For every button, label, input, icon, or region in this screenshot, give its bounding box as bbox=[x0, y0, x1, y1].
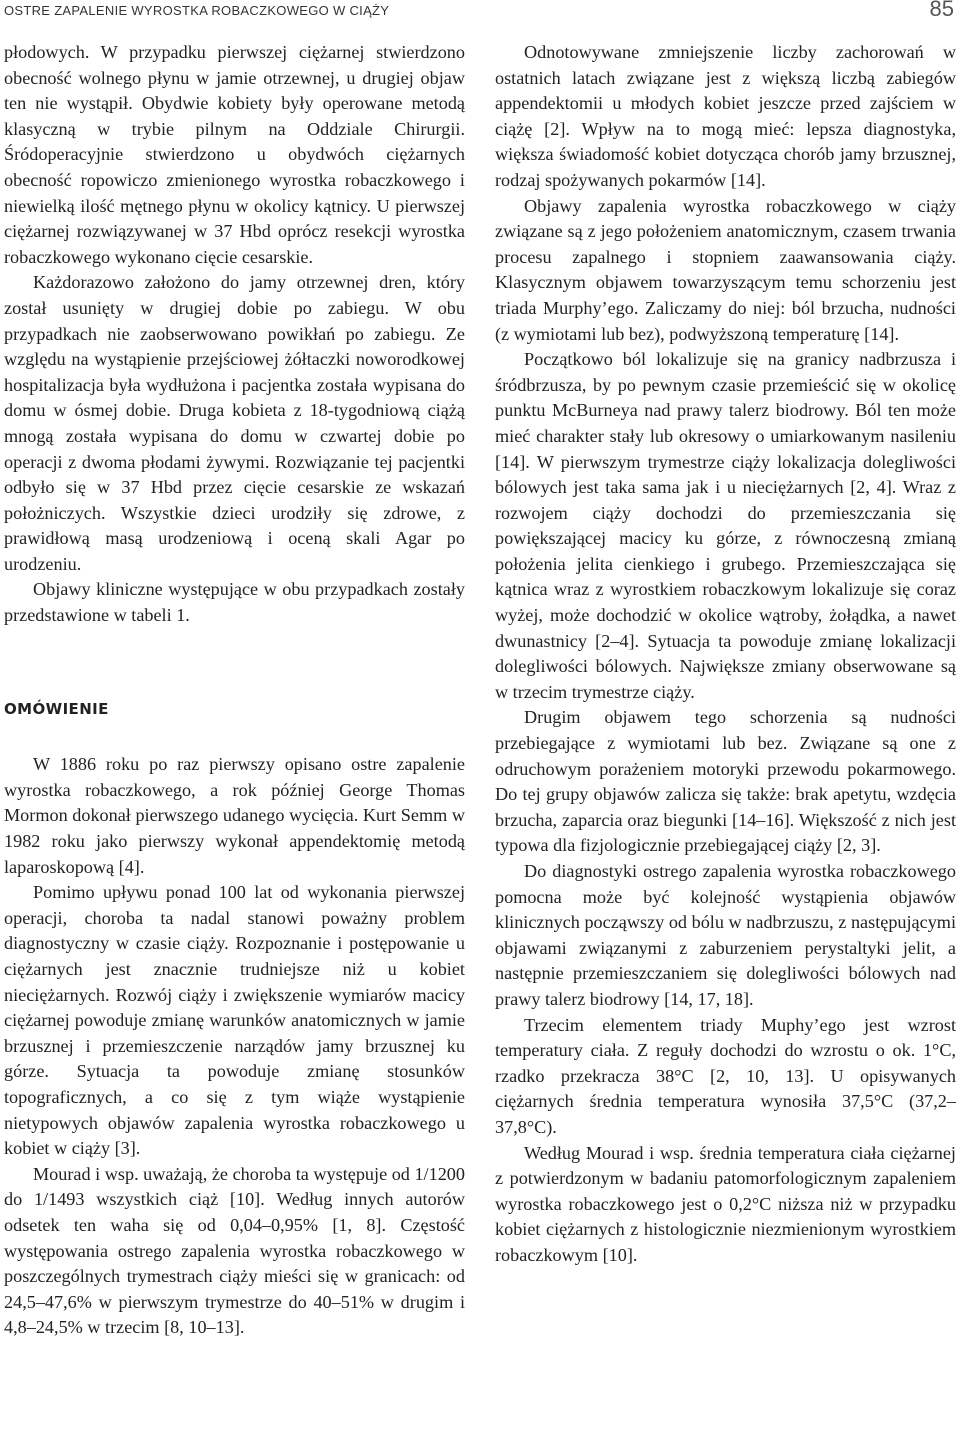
paragraph: Drugim objawem tego schorzenia są nudności przebiegające z wymiotami lub bez. Związane są one z odruchowym porażeniem motoryki przewodu pokarmowego. Do tej grupy objawów zalicza się także: brak apetytu, wzdęcia brzucha, zaparcia oraz biegunki [14–16]. Większość z nich jest typowa dla fizjologicznie przebiegającej ciąży [2, 3]. bbox=[495, 707, 956, 856]
page-number: 85 bbox=[929, 0, 954, 21]
paragraph: Trzecim elementem triady Muphy’ego jest wzrost temperatury ciała. Z reguły dochodzi do wzrostu o ok. 1°C, rzadko przekracza 38°C [2, 10, 13]. U opisywanych ciężarnych średnia temperatura wynosiła 37,5°C (37,2–37,8°C). bbox=[495, 1014, 956, 1137]
paragraph: Pomimo upływu ponad 100 lat od wykonania pierwszej operacji, choroba ta nadal stanowi poważny problem diagnostyczny w czasie ciąży. Rozpoznanie i postępowanie u ciężarnych jest znacznie trudniejsze niż u kobiet nieciężarnych. Rozwój ciąży i zwiększenie wymiarów macicy ciężarnej powoduje zmianę warunków anatomicznych w jamie brzusznej i przemieszczenie narządów jamy brzusznej ku górze. Sytuacja ta powoduje zmianę stosunków topograficznych, a co się z tym wiąże wystąpienie nietypowych objawów zapalenia wyrostka robaczkowego u kobiet w ciąży [3]. bbox=[4, 882, 465, 1159]
left-column bbox=[4, 40, 465, 1341]
paragraph: Odnotowywane zmniejszenie liczby zachorowań w ostatnich latach związane jest z większą liczbą zabiegów appendektomii u młodych kobiet jeszcze przed zajściem w ciążę [2]. Wpływ na to mogą mieć: lepsza diagnostyka, większa świadomość kobiet dotycząca chorób jamy brzusznej, rodzaj spożywanych pokarmów [14]. bbox=[495, 42, 956, 190]
paragraph: Początkowo ból lokalizuje się na granicy nadbrzusza i śródbrzusza, by po pewnym czasie przemieścić się w okolicę punktu McBurneya nad prawy talerz biodrowy. Ból ten może mieć charakter stały lub okresowy o umiarkowanym nasileniu [14]. W pierwszym trymestrze ciąży lokalizacja dolegliwości bólowych jest taka sama jak i u nieciężarnych [2, 4]. Wraz z rozwojem ciąży dochodzi do przemieszczania się powiększającej macicy ku górze, z równoczesną zmianą położenia jelita cienkiego i grubego. Przemieszczająca się kątnica wraz z wyrostkiem robaczkowym lokalizuje się coraz wyżej, może dochodzić w okolice wątroby, żołądka, a nawet dwunastnicy [2–4]. Sytuacja ta powoduje zmianę lokalizacji dolegliwości bólowych. Największe zmiany obserwowane są w trzecim trymestrze ciąży. bbox=[495, 349, 956, 702]
paragraph: Według Mourad i wsp. średnia temperatura ciała ciężarnej z potwierdzonym w badaniu patomorfologicznym zapaleniem wyrostka robaczkowego jest o 0,2°C niższa niż w przypadku kobiet ciężarnych z histologicznie niezmienionym wyrostkiem robaczkowym [10]. bbox=[495, 1142, 956, 1265]
paragraph: Mourad i wsp. uważają, że choroba ta występuje od 1/1200 do 1/1493 wszystkich ciąż [10]. Według innych autorów odsetek ten waha się od 0,04–0,95% [1, 8]. Częstość występowania ostrego zapalenia wyrostka robaczkowego w poszczególnych trymestrach ciąży mieści się w granicach: od 24,5–47,6% w pierwszym trymestrze do 40–51% w drugim i 4,8–24,5% w trzecim [8, 10–13]. bbox=[4, 1163, 465, 1338]
running-head: OSTRE ZAPALENIE WYROSTKA ROBACZKOWEGO W CIĄŻY bbox=[4, 3, 390, 18]
right-column bbox=[495, 40, 956, 1269]
section-heading: OMÓWIENIE bbox=[4, 699, 109, 718]
paragraph: Objawy kliniczne występujące w obu przypadkach zostały przedstawione w tabeli 1. bbox=[4, 579, 465, 626]
paragraph: Objawy zapalenia wyrostka robaczkowego w ciąży związane są z jego położeniem anatomicznym, czasem trwania procesu zapalnego i stopniem zaawansowania ciąży. Klasycznym objawem towarzyszącym temu schorzeniu jest triada Murphy’ego. Zaliczamy do niej: ból brzucha, nudności (z wymiotami lub bez), podwyższoną temperaturę [14]. bbox=[495, 195, 956, 344]
paragraph: Każdorazowo założono do jamy otrzewnej dren, który został usunięty w drugiej dobie po zabiegu. W obu przypadkach nie zaobserwowano powikłań po zabiegu. Ze względu na wystąpienie przejściowej żółtaczki noworodkowej hospitalizacja była wydłużona i pacjentka została wypisana do domu w ósmej dobie. Druga kobieta z 18-tygodniową ciążą mnogą została wypisana do domu w czwartej dobie po operacji z dwoma płodami żywymi. Rozwiązanie tej pacjentki odbyło się w 37 Hbd przez cięcie cesarskie ze wskazań położniczych. Wszystkie dzieci urodziły się zdrowe, z prawidłową masą urodzeniową i oceną skali Agar po urodzeniu. bbox=[4, 272, 465, 574]
paragraph: płodowych. W przypadku pierwszej ciężarnej stwierdzono obecność wolnego płynu w jamie otrzewnej, u drugiej objaw ten nie wystąpił. Obydwie kobiety były operowane metodą klasyczną w trybie pilnym na Oddziale Chirurgii. Śródoperacyjnie stwierdzono u obydwóch ciężarnych obecność ropowiczo zmienionego wyrostka robaczkowego i niewielką ilość mętnego płynu w okolicy kątnicy. U pierwszej ciężarnej rozwiązywanej w 37 Hbd oprócz resekcji wyrostka robaczkowego wykonano cięcie cesarskie. bbox=[4, 42, 465, 267]
paragraph: Do diagnostyki ostrego zapalenia wyrostka robaczkowego pomocna może być kolejność wystąpienia objawów klinicznych począwszy od bólu w nadbrzuszu, z następującymi objawami związanymi z zaburzeniem perystaltyki jelit, a następnie przemieszczaniem się dolegliwości bólowych nad prawy talerz biodrowy [14, 17, 18]. bbox=[495, 861, 956, 1009]
paragraph: W 1886 roku po raz pierwszy opisano ostre zapalenie wyrostka robaczkowego, a rok później George Thomas Mormon dokonał pierwszego udanego wycięcia. Kurt Semm w 1982 roku jako pierwszy wykonał appendektomię metodą laparoskopową [4]. bbox=[4, 754, 465, 877]
